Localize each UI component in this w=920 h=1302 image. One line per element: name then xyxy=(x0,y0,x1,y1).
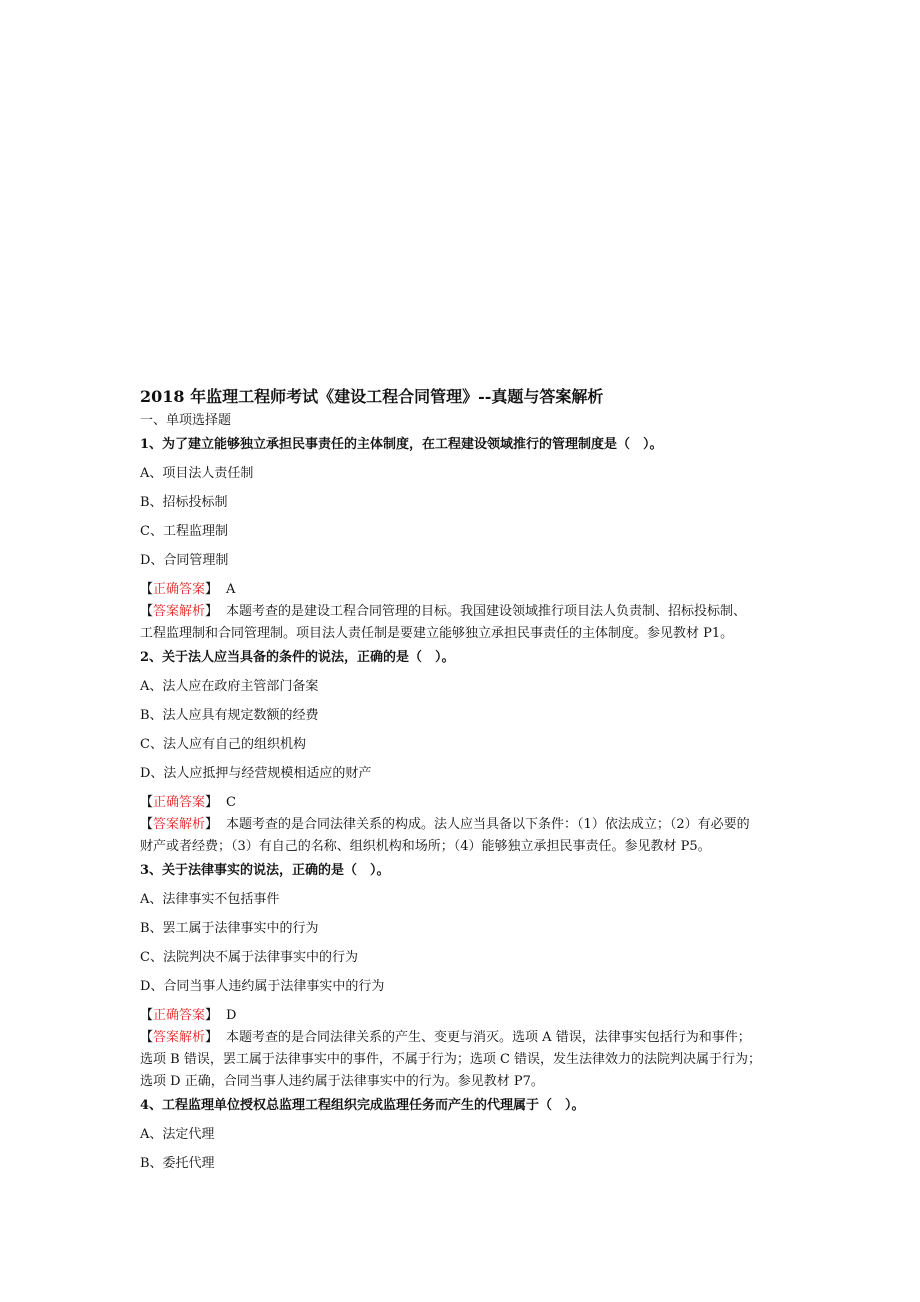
option-c: C、法人应有自己的组织机构 xyxy=(140,737,306,752)
bracket-close: 】 xyxy=(205,1030,219,1045)
bracket-open: 【 xyxy=(140,817,154,832)
correct-answer-label: 正确答案 xyxy=(153,795,206,810)
option-b: B、招标投标制 xyxy=(140,495,228,510)
analysis-text-line-2: 财产或者经费；（3）有自己的名称、组织机构和场所；（4）能够独立承担民事责任。参见教材 P5。 xyxy=(140,839,711,854)
document-title: 2018 年监理工程师考试《建设工程合同管理》--真题与答案解析 xyxy=(140,387,604,406)
answer-value: D xyxy=(226,1008,237,1023)
answer-value: A xyxy=(226,582,236,597)
question-4 xyxy=(140,1095,800,1175)
option-a: A、法定代理 xyxy=(140,1127,215,1142)
answer-analysis xyxy=(140,1027,800,1093)
question-stem: 2、关于法人应当具备的条件的说法，正确的是（ ）。 xyxy=(140,650,455,665)
question-1 xyxy=(140,434,800,645)
analysis-text-line-1: 本题考查的是合同法律关系的产生、变更与消灭。选项 A 错误，法律事实包括行为和事件； xyxy=(226,1030,751,1045)
analysis-label: 答案解析 xyxy=(153,604,206,619)
correct-answer-label: 正确答案 xyxy=(153,1008,206,1023)
option-d: D、法人应抵押与经营规模相适应的财产 xyxy=(140,766,372,781)
bracket-open: 【 xyxy=(140,1008,154,1023)
question-stem: 4、工程监理单位授权总监理工程组织完成监理任务而产生的代理属于（ ）。 xyxy=(140,1098,585,1113)
bracket-open: 【 xyxy=(140,1030,154,1045)
page-content xyxy=(140,384,800,1175)
bracket-close: 】 xyxy=(205,582,219,597)
correct-answer xyxy=(140,792,800,814)
question-3 xyxy=(140,860,800,1093)
analysis-label: 答案解析 xyxy=(153,1030,206,1045)
question-stem: 3、关于法律事实的说法，正确的是（ ）。 xyxy=(140,863,390,878)
analysis-text-line-1: 本题考查的是合同法律关系的构成。法人应当具备以下条件：（1）依法成立；（2）有必要的 xyxy=(226,817,750,832)
option-b: B、法人应具有规定数额的经费 xyxy=(140,708,319,723)
bracket-close: 】 xyxy=(205,817,219,832)
question-2 xyxy=(140,647,800,858)
correct-answer-label: 正确答案 xyxy=(153,582,206,597)
bracket-close: 】 xyxy=(205,795,219,810)
bracket-close: 】 xyxy=(205,1008,219,1023)
answer-analysis xyxy=(140,601,800,645)
answer-analysis xyxy=(140,814,800,858)
option-a: A、法人应在政府主管部门备案 xyxy=(140,679,319,694)
option-b: B、罢工属于法律事实中的行为 xyxy=(140,921,319,936)
analysis-text-line-2: 选项 B 错误，罢工属于法律事实中的事件，不属于行为；选项 C 错误，发生法律效力的法院判决属于行为； xyxy=(140,1052,762,1067)
question-stem: 1、为了建立能够独立承担民事责任的主体制度，在工程建设领域推行的管理制度是（ ）。 xyxy=(140,437,663,452)
analysis-text-line-3: 选项 D 正确，合同当事人违约属于法律事实中的行为。参见教材 P7。 xyxy=(140,1074,544,1089)
correct-answer xyxy=(140,1005,800,1027)
bracket-open: 【 xyxy=(140,582,154,597)
option-c: C、工程监理制 xyxy=(140,524,228,539)
analysis-text-line-2: 工程监理制和合同管理制。项目法人责任制是要建立能够独立承担民事责任的主体制度。参见教材 P1。 xyxy=(140,626,734,641)
option-a: A、法律事实不包括事件 xyxy=(140,892,280,907)
analysis-text-line-1: 本题考查的是建设工程合同管理的目标。我国建设领域推行项目法人负责制、招标投标制、 xyxy=(226,604,747,619)
answer-value: C xyxy=(226,795,236,810)
option-d: D、合同当事人违约属于法律事实中的行为 xyxy=(140,979,385,994)
bracket-close: 】 xyxy=(205,604,219,619)
section-title: 一、单项选择题 xyxy=(140,413,232,428)
bracket-open: 【 xyxy=(140,604,154,619)
option-c: C、法院判决不属于法律事实中的行为 xyxy=(140,950,358,965)
option-d: D、合同管理制 xyxy=(140,553,229,568)
correct-answer xyxy=(140,579,800,601)
analysis-label: 答案解析 xyxy=(153,817,206,832)
option-a: A、项目法人责任制 xyxy=(140,466,254,481)
bracket-open: 【 xyxy=(140,795,154,810)
option-b: B、委托代理 xyxy=(140,1156,215,1171)
